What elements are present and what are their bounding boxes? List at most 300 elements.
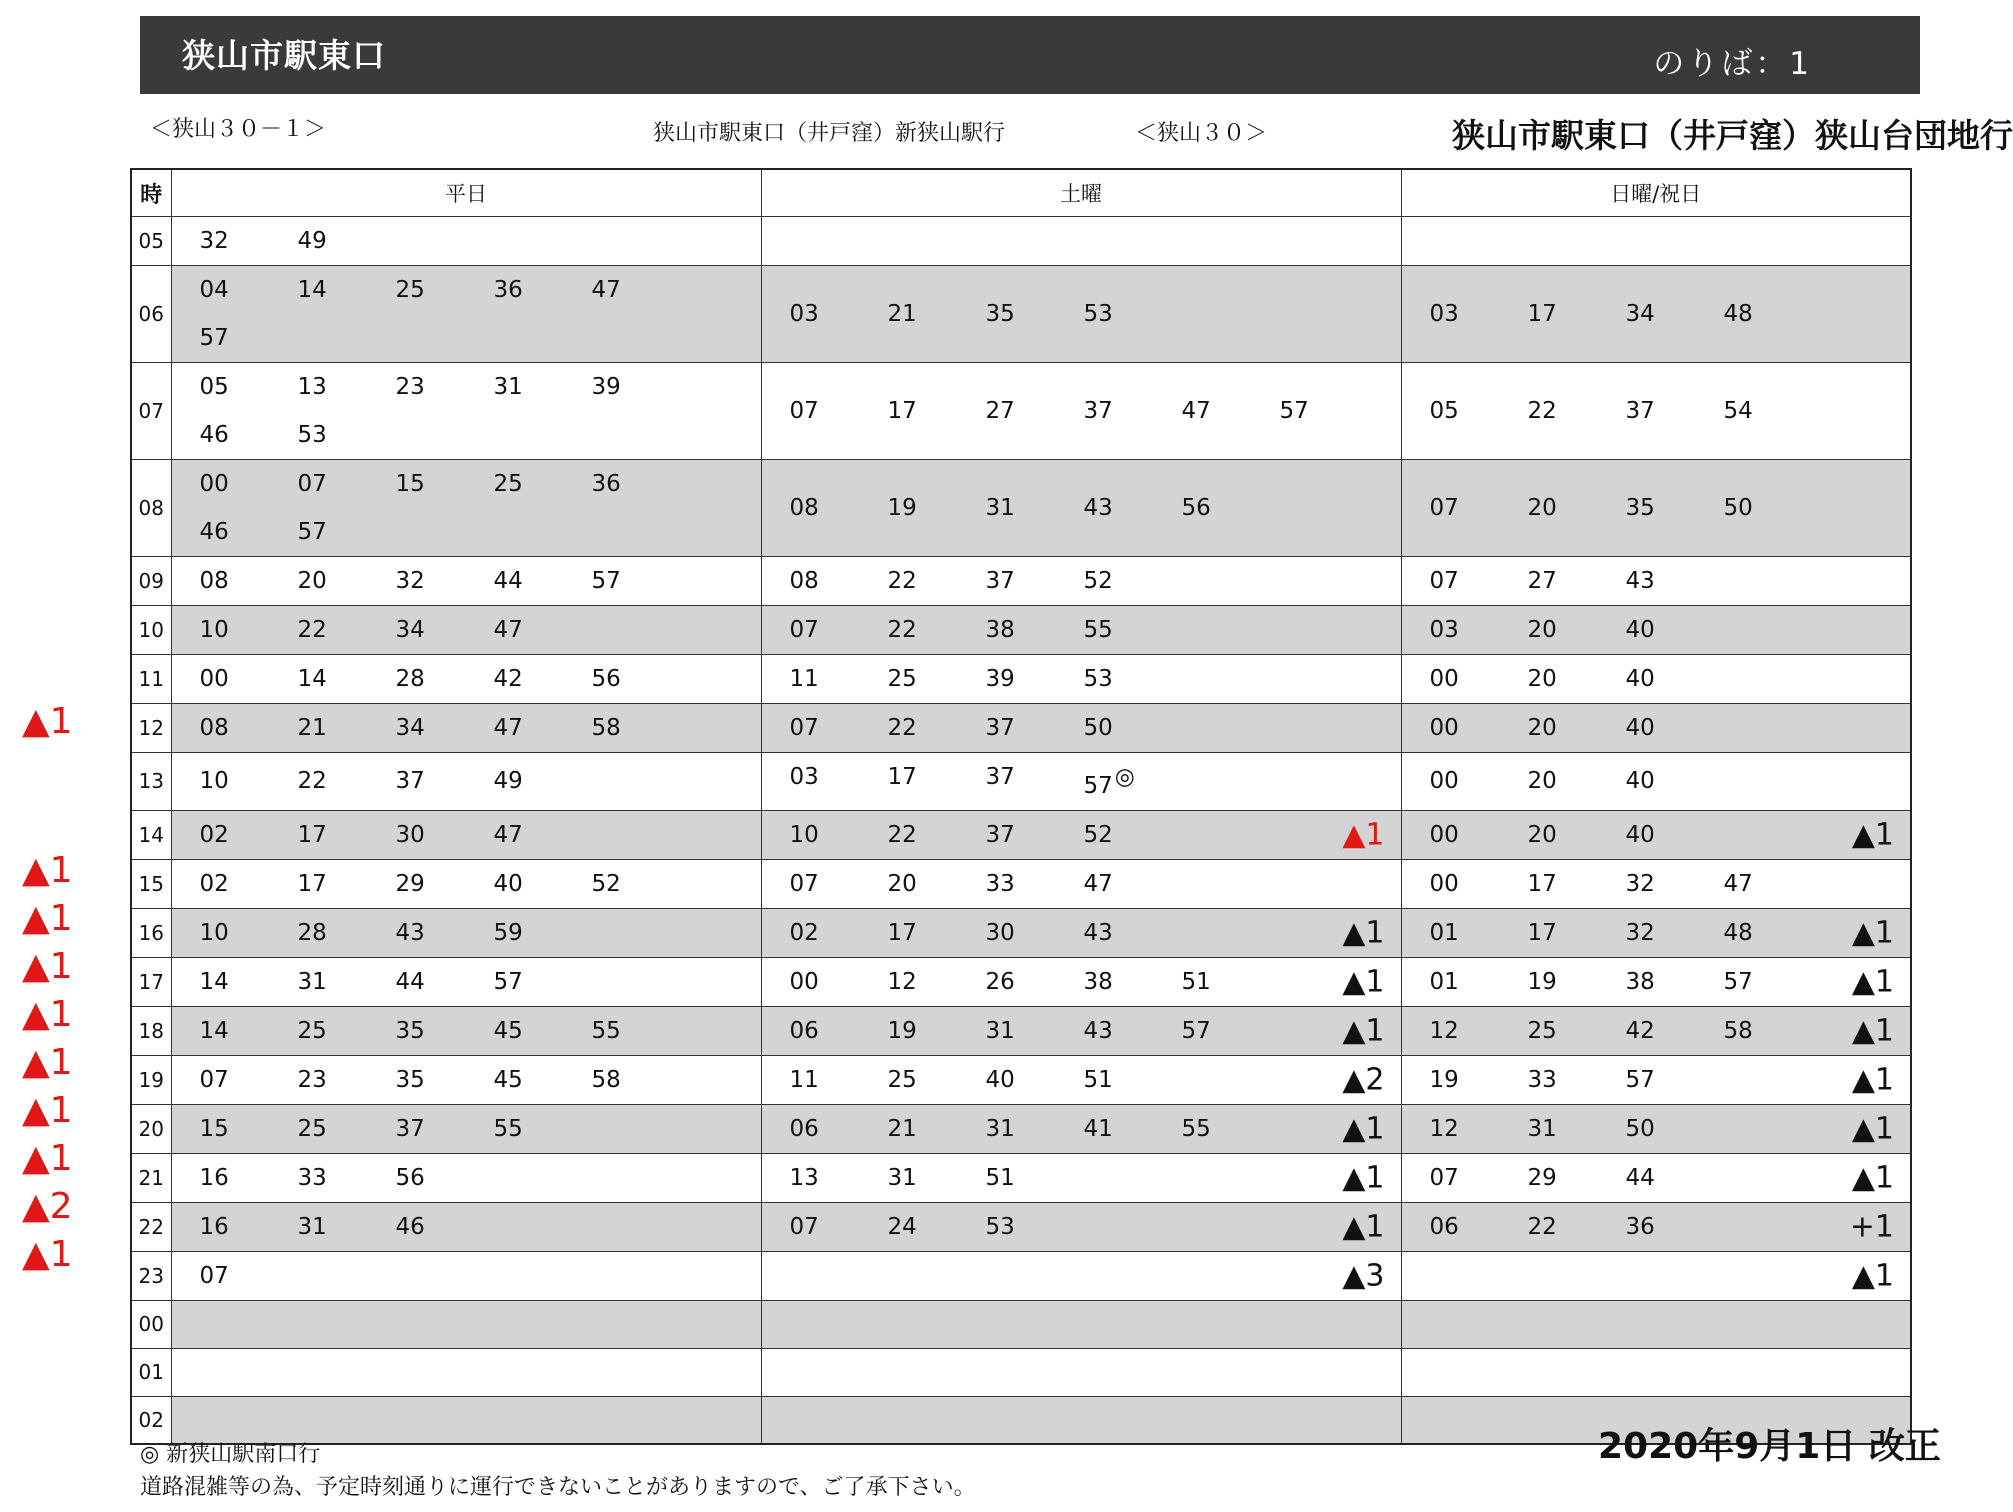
minute-text: 17 <box>1527 301 1557 327</box>
hour-cell: 22 <box>131 1202 171 1251</box>
minute-text: 34 <box>1625 301 1655 327</box>
minute-text: 22 <box>1527 398 1557 424</box>
departure-minute <box>396 1203 494 1251</box>
departure-minute <box>396 1105 494 1153</box>
departure-minute <box>986 753 1084 810</box>
departure-minute <box>592 704 690 752</box>
departure-minute <box>1430 1203 1528 1251</box>
departure-minute <box>494 655 592 703</box>
departure-minute <box>200 217 298 265</box>
departure-minute <box>592 557 690 605</box>
minute-text: 20 <box>1527 495 1557 521</box>
table-row <box>131 1055 1911 1104</box>
departure-minute <box>986 557 1084 605</box>
minute-text: 57 <box>199 325 229 351</box>
minute-text: 07 <box>297 471 327 497</box>
saturday-cell <box>761 1251 1401 1300</box>
saturday-cell <box>761 217 1401 266</box>
margin-handwritten-note: ▲1 <box>22 1090 73 1132</box>
departure-minute <box>1626 757 1724 805</box>
departure-minute <box>494 606 592 654</box>
minute-text: 21 <box>887 1115 917 1142</box>
minute-text: 53 <box>985 1213 1015 1240</box>
departure-minute <box>298 1154 396 1202</box>
departure-minute <box>888 958 986 1006</box>
sunday-cell <box>1401 859 1911 908</box>
handwritten-count-note: ▲1 <box>1342 964 1385 1000</box>
departure-minute <box>1528 387 1626 435</box>
weekday-cell <box>171 460 761 557</box>
departure-minute <box>298 606 396 654</box>
minute-text: 46 <box>199 422 229 448</box>
hour-cell: 23 <box>131 1251 171 1300</box>
minute-text: 23 <box>297 1066 327 1093</box>
table-row <box>131 460 1911 557</box>
table-row <box>131 957 1911 1006</box>
minute-text: 50 <box>1625 1115 1655 1142</box>
table-row <box>131 1006 1911 1055</box>
minute-text: 57 <box>493 968 523 995</box>
departure-minute <box>396 606 494 654</box>
departure-minute <box>1528 1154 1626 1202</box>
minute-text: 07 <box>789 715 819 741</box>
saturday-cell <box>761 704 1401 753</box>
minute-text: 17 <box>887 764 917 790</box>
weekday-cell <box>171 1348 761 1396</box>
sunday-cell <box>1401 1300 1911 1348</box>
departure-minute <box>1182 387 1280 435</box>
departure-minute <box>200 557 298 605</box>
minute-text: 30 <box>985 919 1015 946</box>
minute-text: 53 <box>1083 301 1113 327</box>
departure-minute <box>986 909 1084 957</box>
departure-minute <box>1724 860 1822 908</box>
minute-text: 10 <box>199 919 229 946</box>
minute-text: 07 <box>789 870 819 897</box>
departure-minute <box>888 387 986 435</box>
handwritten-count-note: ▲1 <box>1342 1013 1385 1049</box>
departure-minute <box>1724 387 1822 435</box>
departure-minute <box>986 606 1084 654</box>
minute-text: 57 <box>297 519 327 545</box>
minute-text: 25 <box>395 277 425 303</box>
minute-text: 31 <box>297 1213 327 1240</box>
minute-text: 20 <box>297 568 327 594</box>
hour-cell: 06 <box>131 266 171 363</box>
minute-text: 32 <box>1625 919 1655 946</box>
minute-text: 17 <box>297 870 327 897</box>
handwritten-count-note: ▲1 <box>1342 915 1385 951</box>
minute-text: 24 <box>887 1213 917 1240</box>
minute-text: 22 <box>297 617 327 643</box>
minute-text: 42 <box>1625 1017 1655 1044</box>
saturday-cell <box>761 1396 1401 1444</box>
departure-minute <box>298 655 396 703</box>
departure-minute <box>494 811 592 859</box>
weekday-cell <box>171 1153 761 1202</box>
minute-text: 01 <box>1429 919 1459 946</box>
minute-text: 27 <box>985 398 1015 424</box>
departure-minute <box>298 909 396 957</box>
minute-text: 35 <box>985 301 1015 327</box>
departure-minute <box>1084 484 1182 532</box>
departure-minute <box>298 217 396 265</box>
hour-cell: 20 <box>131 1104 171 1153</box>
minute-text: 14 <box>199 1017 229 1044</box>
minute-text: 48 <box>1723 301 1753 327</box>
sunday-cell <box>1401 460 1911 557</box>
minute-text: 14 <box>297 666 327 692</box>
departure-minute <box>1626 606 1724 654</box>
minute-text: 48 <box>1723 919 1753 946</box>
departure-minute <box>1430 655 1528 703</box>
minute-text: 19 <box>1429 1066 1459 1093</box>
departure-minute <box>200 363 298 411</box>
minute-text: 46 <box>199 519 229 545</box>
handwritten-count-note: ▲1 <box>1342 1209 1385 1245</box>
departure-minute <box>790 958 888 1006</box>
departure-minute <box>1084 958 1182 1006</box>
hour-cell: 09 <box>131 557 171 606</box>
hour-cell: 10 <box>131 606 171 655</box>
departure-minute <box>200 314 298 362</box>
departure-minute <box>790 655 888 703</box>
stop-name: 狭山市駅東口 <box>182 36 386 75</box>
minute-text: 00 <box>1429 715 1459 741</box>
minute-text: 22 <box>887 821 917 848</box>
hour-cell: 07 <box>131 363 171 460</box>
departure-minute <box>200 909 298 957</box>
departure-minute <box>494 909 592 957</box>
departure-minute <box>790 909 888 957</box>
sunday-cell <box>1401 1104 1911 1153</box>
minute-text: 58 <box>1723 1017 1753 1044</box>
departure-minute <box>790 1056 888 1104</box>
saturday-cell <box>761 1348 1401 1396</box>
hour-cell: 08 <box>131 460 171 557</box>
departure-minute <box>298 704 396 752</box>
saturday-cell <box>761 1202 1401 1251</box>
minute-text: 31 <box>493 374 523 400</box>
minute-text: 58 <box>591 1066 621 1093</box>
table-row <box>131 1153 1911 1202</box>
departure-minute <box>888 811 986 859</box>
handwritten-count-note: ▲1 <box>1342 1111 1385 1147</box>
sunday-cell <box>1401 217 1911 266</box>
departure-minute <box>986 655 1084 703</box>
hour-cell: 00 <box>131 1300 171 1348</box>
sunday-cell <box>1401 1006 1911 1055</box>
departure-minute <box>1626 704 1724 752</box>
minute-text: 36 <box>1625 1213 1655 1240</box>
table-row <box>131 908 1911 957</box>
minute-text: 11 <box>789 1066 819 1093</box>
departure-minute <box>1430 704 1528 752</box>
departure-minute <box>986 811 1084 859</box>
minute-text: 57 <box>1625 1066 1655 1093</box>
minute-text: 22 <box>297 768 327 795</box>
route-code-right: ＜狭山３０＞ <box>1135 121 1268 146</box>
weekday-cell <box>171 1300 761 1348</box>
departure-minute <box>592 1007 690 1055</box>
minute-text: 19 <box>887 1017 917 1044</box>
departure-minute <box>200 811 298 859</box>
minute-text: 28 <box>297 919 327 946</box>
table-row <box>131 557 1911 606</box>
minute-text: 43 <box>1083 1017 1113 1044</box>
minute-text: 44 <box>1625 1164 1655 1191</box>
departure-minute <box>888 655 986 703</box>
minute-text: 15 <box>199 1115 229 1142</box>
minute-text: 29 <box>1527 1164 1557 1191</box>
departure-minute <box>888 606 986 654</box>
departure-minute <box>1528 290 1626 338</box>
saturday-cell <box>761 859 1401 908</box>
departure-minute <box>494 1056 592 1104</box>
minute-text: 06 <box>1429 1213 1459 1240</box>
handwritten-count-note: ▲1 <box>1851 964 1894 1000</box>
departure-minute <box>986 1056 1084 1104</box>
minute-text: 03 <box>1429 301 1459 327</box>
minute-text: 00 <box>1429 768 1459 795</box>
minute-text: 05 <box>199 374 229 400</box>
departure-minute <box>298 1203 396 1251</box>
minute-text: 57 <box>1279 398 1309 424</box>
margin-handwritten-note: ▲1 <box>22 1234 73 1276</box>
margin-handwritten-note: ▲1 <box>22 850 73 892</box>
departure-minute <box>1626 655 1724 703</box>
table-row <box>131 1104 1911 1153</box>
departure-minute <box>1084 557 1182 605</box>
minute-text: 40 <box>1625 715 1655 741</box>
departure-minute <box>790 704 888 752</box>
departure-minute <box>1084 655 1182 703</box>
departure-minute <box>200 460 298 508</box>
saturday-cell <box>761 957 1401 1006</box>
minute-text: 33 <box>985 870 1015 897</box>
departure-minute <box>986 1203 1084 1251</box>
handwritten-count-note: ▲1 <box>1851 915 1894 951</box>
minute-text: 20 <box>887 870 917 897</box>
departure-minute <box>1626 909 1724 957</box>
minute-text: 47 <box>591 277 621 303</box>
departure-minute <box>1626 484 1724 532</box>
minute-text: 12 <box>887 968 917 995</box>
minute-text: 33 <box>297 1164 327 1191</box>
minute-text: 10 <box>789 821 819 848</box>
departure-minute <box>1084 1105 1182 1153</box>
minute-text: 31 <box>985 1115 1015 1142</box>
saturday-column-header: 土曜 <box>761 169 1401 217</box>
departure-minute <box>396 811 494 859</box>
departure-minute <box>986 484 1084 532</box>
minute-text: 35 <box>1625 495 1655 521</box>
departure-minute <box>396 266 494 314</box>
hour-cell: 18 <box>131 1006 171 1055</box>
table-row <box>131 1348 1911 1396</box>
saturday-cell <box>761 1055 1401 1104</box>
minute-text: 36 <box>591 471 621 497</box>
minute-text: 07 <box>789 1213 819 1240</box>
saturday-cell <box>761 363 1401 460</box>
minute-text: 31 <box>887 1164 917 1191</box>
weekday-cell <box>171 753 761 811</box>
departure-minute <box>494 958 592 1006</box>
sunday-cell <box>1401 1348 1911 1396</box>
minute-text: 54 <box>1723 398 1753 424</box>
handwritten-count-note: ▲3 <box>1342 1258 1385 1294</box>
table-row <box>131 266 1911 363</box>
departure-minute <box>1084 704 1182 752</box>
sunday-cell <box>1401 655 1911 704</box>
minute-text: 07 <box>199 1066 229 1093</box>
departure-minute <box>298 1056 396 1104</box>
saturday-cell <box>761 1104 1401 1153</box>
departure-minute <box>298 1105 396 1153</box>
weekday-cell <box>171 557 761 606</box>
departure-minute <box>494 1007 592 1055</box>
minute-text: 31 <box>985 495 1015 521</box>
minute-text: 56 <box>591 666 621 692</box>
departure-minute <box>200 860 298 908</box>
departure-minute <box>200 411 298 459</box>
departure-minute <box>888 753 986 810</box>
minute-text: 25 <box>887 666 917 692</box>
table-row <box>131 1202 1911 1251</box>
hour-cell: 05 <box>131 217 171 266</box>
minute-text: 25 <box>887 1066 917 1093</box>
departure-minute <box>396 557 494 605</box>
departure-minute <box>592 1056 690 1104</box>
departure-minute <box>1528 606 1626 654</box>
minute-text: 52 <box>1083 821 1113 848</box>
departure-minute <box>1430 1105 1528 1153</box>
departure-minute <box>790 1203 888 1251</box>
minute-text: 46 <box>395 1213 425 1240</box>
minute-text: 00 <box>1429 870 1459 897</box>
revision-date: 2020年9月1日 改正 <box>1598 1426 1941 1467</box>
departure-minute <box>200 958 298 1006</box>
departure-minute <box>790 606 888 654</box>
departure-minute <box>200 606 298 654</box>
departure-minute <box>494 266 592 314</box>
departure-minute <box>1528 1105 1626 1153</box>
departure-minute <box>790 557 888 605</box>
departure-minute <box>200 1105 298 1153</box>
minute-text: 35 <box>395 1066 425 1093</box>
departure-minute <box>888 557 986 605</box>
departure-minute <box>1430 909 1528 957</box>
sunday-cell <box>1401 1153 1911 1202</box>
departure-minute <box>1430 290 1528 338</box>
minute-text: 20 <box>1527 617 1557 643</box>
minute-text: 12 <box>1429 1017 1459 1044</box>
departure-minute <box>986 958 1084 1006</box>
minute-text: 23 <box>395 374 425 400</box>
handwritten-count-note: ▲1 <box>1851 817 1894 853</box>
saturday-cell <box>761 753 1401 811</box>
hour-cell: 01 <box>131 1348 171 1396</box>
weekday-cell <box>171 1104 761 1153</box>
weekday-cell <box>171 810 761 859</box>
minute-text: 41 <box>1083 1115 1113 1142</box>
sunday-cell <box>1401 266 1911 363</box>
handwritten-count-note: ▲1 <box>1342 1160 1385 1196</box>
minute-text: 47 <box>1723 870 1753 897</box>
departure-minute <box>1528 484 1626 532</box>
departure-minute <box>1430 1056 1528 1104</box>
weekday-cell <box>171 1251 761 1300</box>
minute-text: 06 <box>789 1017 819 1044</box>
departure-minute <box>298 958 396 1006</box>
route-code-left: ＜狭山３０－１＞ <box>150 117 327 142</box>
sunday-cell <box>1401 1055 1911 1104</box>
minute-text: 37 <box>985 568 1015 594</box>
departure-minute <box>494 704 592 752</box>
minute-text: 14 <box>297 277 327 303</box>
departure-minute <box>396 704 494 752</box>
minute-text: 00 <box>199 471 229 497</box>
saturday-cell <box>761 1153 1401 1202</box>
minute-text: 52 <box>591 870 621 897</box>
weekday-cell <box>171 908 761 957</box>
departure-minute <box>298 266 396 314</box>
minute-text: 21 <box>887 301 917 327</box>
minute-text: 07 <box>1429 1164 1459 1191</box>
minute-text: 47 <box>493 617 523 643</box>
margin-handwritten-note: ▲1 <box>22 946 73 988</box>
departure-minute <box>1724 958 1822 1006</box>
departure-minute <box>298 757 396 805</box>
minute-text: 39 <box>591 374 621 400</box>
minute-text: 06 <box>789 1115 819 1142</box>
route-destination-left: 狭山市駅東口（井戸窪）新狭山駅行 <box>653 121 1006 146</box>
minute-text: 27 <box>1527 568 1557 594</box>
minute-text: 50 <box>1083 715 1113 741</box>
departure-minute <box>1724 290 1822 338</box>
minute-text: 40 <box>1625 617 1655 643</box>
minute-text: 49 <box>493 768 523 795</box>
minute-text: 10 <box>199 768 229 795</box>
departure-minute <box>298 411 396 459</box>
departure-minute <box>1626 1203 1724 1251</box>
departure-minute <box>1724 1007 1822 1055</box>
margin-handwritten-note: ▲1 <box>22 701 73 743</box>
hour-cell: 11 <box>131 655 171 704</box>
minute-text: 33 <box>1527 1066 1557 1093</box>
departure-minute <box>1084 860 1182 908</box>
minute-text: 22 <box>887 568 917 594</box>
sunday-cell <box>1401 606 1911 655</box>
footnote-disclaimer: 道路混雑等の為、予定時刻通りに運行できないことがありますので、ご了承下さい。 <box>140 1475 976 1500</box>
departure-minute <box>790 753 888 810</box>
minute-text: 44 <box>493 568 523 594</box>
weekday-cell <box>171 1055 761 1104</box>
departure-minute <box>1528 909 1626 957</box>
departure-minute <box>888 1203 986 1251</box>
weekday-cell <box>171 606 761 655</box>
minute-text: 40 <box>493 870 523 897</box>
minute-text: 51 <box>1083 1066 1113 1093</box>
departure-minute <box>494 1105 592 1153</box>
departure-minute <box>790 1007 888 1055</box>
weekday-cell <box>171 655 761 704</box>
saturday-cell <box>761 606 1401 655</box>
minute-text: 40 <box>1625 768 1655 795</box>
special-destination-mark: ◎ <box>1114 764 1135 790</box>
minute-text: 53 <box>1083 666 1113 692</box>
minute-text: 56 <box>1181 495 1211 521</box>
